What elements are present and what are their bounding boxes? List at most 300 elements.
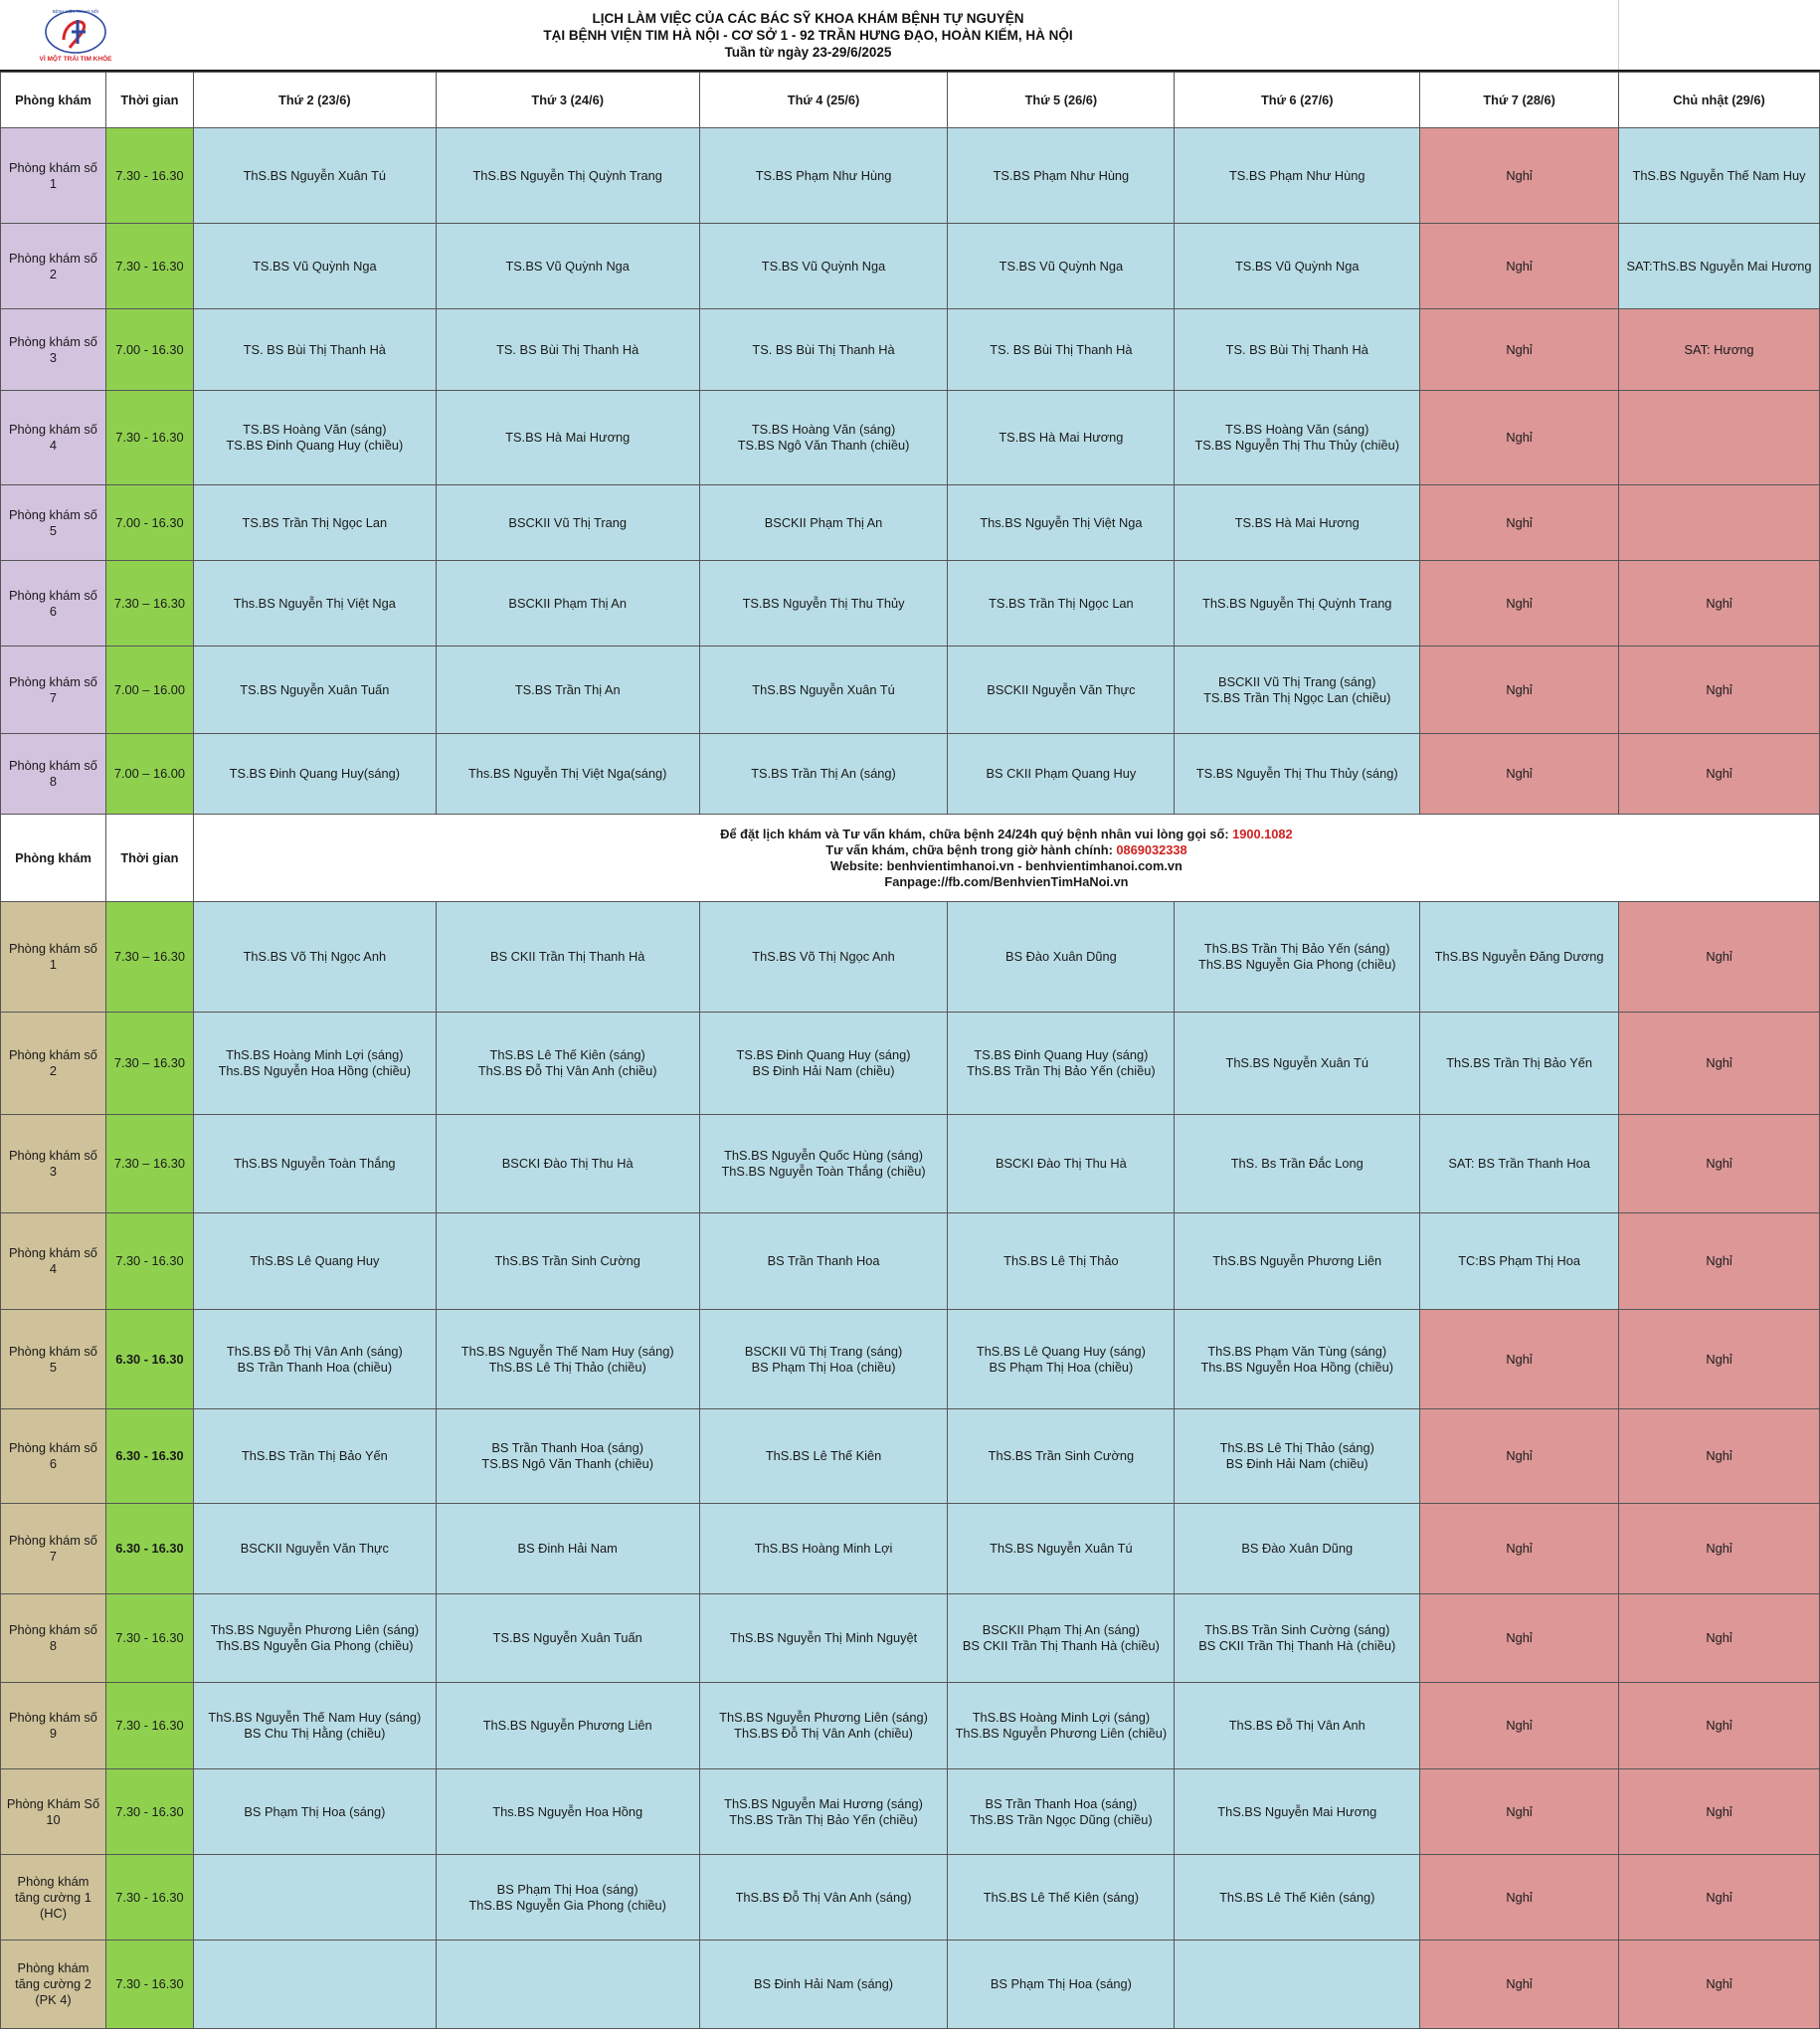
- cell-text: ThS.BS Đỗ Thị Vân Anh (sáng): [735, 1889, 912, 1905]
- cell-text: ThS.BS Nguyễn Thị Quỳnh Trang: [472, 167, 662, 183]
- room-name: Phòng khám số 5: [1, 485, 106, 561]
- schedule-cell: [436, 561, 699, 647]
- cell-text: Nghỉ: [1706, 1351, 1732, 1367]
- cell-text: ThS.BS Đỗ Thị Vân Anh: [1228, 1718, 1365, 1733]
- consult-line: [198, 842, 1815, 858]
- cell-text: Nghỉ: [1506, 1803, 1533, 1819]
- schedule-cell: [1175, 128, 1420, 224]
- cell-text: Nghỉ: [1506, 258, 1533, 274]
- cell-text: ThS.BS Nguyễn Phương Liên (chiều): [955, 1726, 1168, 1741]
- cell-text: ThS.BS Nguyễn Mai Hương (sáng): [724, 1795, 923, 1811]
- schedule-cell: [1619, 1115, 1820, 1213]
- room-name: Phòng khám số 3: [1, 1115, 106, 1213]
- schedule-cell: [1619, 1594, 1820, 1683]
- table-row: [1, 1769, 1820, 1855]
- schedule-cell: [1420, 1115, 1619, 1213]
- schedule-cell: [1420, 1855, 1619, 1941]
- schedule-cell: [1619, 1941, 1820, 2029]
- working-hours: 7.30 - 16.30: [105, 224, 193, 309]
- schedule-cell: [436, 1941, 699, 2029]
- schedule-cell: [436, 1504, 699, 1594]
- schedule-cell: [1420, 391, 1619, 485]
- cell-text: TS.BS Trần Thị Ngọc Lan (chiều): [1203, 689, 1391, 705]
- table-row: [1, 309, 1820, 391]
- schedule-cell: [436, 1013, 699, 1115]
- header-row: [1, 73, 1820, 128]
- schedule-cell: [1420, 734, 1619, 815]
- schedule-cell: [948, 1941, 1175, 2029]
- schedule-cell: [1175, 224, 1420, 309]
- schedule-cell: [193, 1310, 436, 1409]
- table-row: [1, 1310, 1820, 1409]
- cell-text: Nghỉ: [1706, 1541, 1732, 1556]
- table-row: [1, 1115, 1820, 1213]
- column-header: Chủ nhật (29/6): [1619, 73, 1820, 128]
- cell-text: TS.BS Nguyễn Thị Thu Thủy: [742, 595, 905, 611]
- table-row: [1, 485, 1820, 561]
- table-row: [1, 902, 1820, 1013]
- schedule-title: [149, 10, 1467, 61]
- table-row: [1, 561, 1820, 647]
- schedule-cell: [436, 647, 699, 734]
- working-hours: 7.30 - 16.30: [105, 1941, 193, 2029]
- fanpage-line[interactable]: Fanpage://fb.com/BenhvienTimHaNoi.vn: [884, 873, 1129, 889]
- cell-text: ThS.BS Trần Thị Bảo Yến: [241, 1448, 388, 1463]
- cell-text: Nghỉ: [1706, 1803, 1732, 1819]
- cell-text: BS Trần Thanh Hoa (sáng): [491, 1440, 644, 1455]
- schedule-cell: [699, 1013, 948, 1115]
- schedule-cell: [1619, 1769, 1820, 1855]
- schedule-cell: [1619, 734, 1820, 815]
- column-header: Phòng khám: [1, 73, 106, 128]
- schedule-cell: [948, 224, 1175, 309]
- cell-text: BSCKI Đào Thị Thu Hà: [995, 1156, 1127, 1171]
- schedule-cell: [699, 391, 948, 485]
- room-name: Phòng khám số 8: [1, 1594, 106, 1683]
- cell-text: TS.BS Đinh Quang Huy (chiều): [226, 438, 404, 453]
- cell-text: ThS.BS Nguyễn Thị Quỳnh Trang: [1202, 595, 1392, 611]
- schedule-cell: [436, 1855, 699, 1941]
- table-row: [1, 1013, 1820, 1115]
- cell-text: TS. BS Bùi Thị Thanh Hà: [1225, 341, 1368, 357]
- working-hours: 7.30 - 16.30: [105, 1594, 193, 1683]
- cell-text: TS.BS Nguyễn Xuân Tuấn: [492, 1630, 642, 1645]
- schedule-cell: [436, 485, 699, 561]
- schedule-cell: [1175, 1594, 1420, 1683]
- table-row: [1, 647, 1820, 734]
- schedule-cell: [436, 1769, 699, 1855]
- cell-text: TS. BS Bùi Thị Thanh Hà: [752, 341, 895, 357]
- schedule-cell: [948, 561, 1175, 647]
- schedule-cell: [699, 561, 948, 647]
- schedule-cell: [1175, 1504, 1420, 1594]
- table-row: [1, 224, 1820, 309]
- schedule-cell: [699, 309, 948, 391]
- cell-text: ThS.BS Lê Thị Thảo (chiều): [488, 1359, 646, 1375]
- booking-line: [198, 827, 1815, 842]
- schedule-cell: [1420, 309, 1619, 391]
- cell-text: TS.BS Trần Thị An (sáng): [751, 766, 896, 781]
- cell-text: ThS.BS Lê Thị Thảo (sáng): [1219, 1440, 1374, 1455]
- schedule-cell: [436, 902, 699, 1013]
- table-row: [1, 391, 1820, 485]
- cell-text: BS Phạm Thị Hoa (sáng): [990, 1976, 1132, 1991]
- working-hours: 7.30 - 16.30: [105, 1855, 193, 1941]
- working-hours: 7.00 - 16.30: [105, 485, 193, 561]
- schedule-cell: [948, 128, 1175, 224]
- schedule-cell: [1420, 1310, 1619, 1409]
- cell-text: TS.BS Ngô Văn Thanh (chiều): [737, 438, 910, 453]
- cell-text: BS Chu Thị Hằng (chiều): [244, 1726, 386, 1741]
- cell-text: Nghỉ: [1506, 514, 1533, 530]
- hospital-logo: [34, 8, 117, 64]
- logo-hospital-name: BỆNH VIỆN TIM HÀ NỘI: [52, 9, 99, 14]
- cell-text: TS. BS Bùi Thị Thanh Hà: [990, 341, 1133, 357]
- schedule-cell: [1175, 902, 1420, 1013]
- cell-text: ThS.BS Đỗ Thị Vân Anh (chiều): [734, 1726, 913, 1741]
- schedule-cell: [1420, 561, 1619, 647]
- schedule-cell: [1175, 391, 1420, 485]
- cell-text: SAT: BS Trần Thanh Hoa: [1448, 1156, 1590, 1171]
- cell-text: BSCKI Đào Thị Thu Hà: [501, 1156, 634, 1171]
- cell-text: BS Phạm Thị Hoa (sáng): [496, 1881, 638, 1897]
- website-line[interactable]: Website: benhvientimhanoi.vn - benhvientimhanoi.com.vn: [830, 857, 1183, 873]
- cell-text: TS.BS Phạm Như Hùng: [755, 167, 892, 183]
- hotline-number[interactable]: 1900.1082: [1232, 826, 1293, 841]
- cell-text: ThS.BS Nguyễn Phương Liên (sáng): [210, 1622, 420, 1637]
- schedule-cell: [193, 1409, 436, 1504]
- schedule-cell: [699, 1409, 948, 1504]
- room-name: Phòng khám số 1: [1, 902, 106, 1013]
- room-name: Phòng khám số 7: [1, 647, 106, 734]
- cell-text: ThS.BS Nguyễn Toàn Thắng (chiều): [721, 1164, 926, 1179]
- column-header: Thứ 3 (24/6): [436, 73, 699, 128]
- schedule-cell: [1175, 485, 1420, 561]
- schedule-cell: [948, 1310, 1175, 1409]
- consult-phone[interactable]: 0869032338: [1116, 841, 1187, 857]
- cell-text: ThS.BS Võ Thị Ngọc Anh: [752, 949, 895, 964]
- schedule-cell: [948, 1594, 1175, 1683]
- table-row: [1, 128, 1820, 224]
- cell-text: TS.BS Vũ Quỳnh Nga: [1234, 258, 1360, 274]
- room-name: Phòng khám số 4: [1, 1213, 106, 1310]
- cell-text: ThS.BS Lê Thế Kiên (sáng): [1219, 1889, 1375, 1905]
- table-row: [1, 1855, 1820, 1941]
- title-bar: [0, 0, 1820, 73]
- cell-text: ThS.BS Trần Sinh Cường: [494, 1253, 640, 1268]
- cell-text: TS.BS Đinh Quang Huy(sáng): [229, 766, 401, 781]
- schedule-cell: [1175, 1310, 1420, 1409]
- schedule-cell: [1420, 647, 1619, 734]
- room-name: Phòng khám số 5: [1, 1310, 106, 1409]
- cell-text: BS Phạm Thị Hoa (chiều): [989, 1359, 1134, 1375]
- cell-text: TS.BS Hoàng Văn (sáng): [751, 422, 896, 437]
- schedule-cell: [436, 1310, 699, 1409]
- working-hours: 6.30 - 16.30: [105, 1310, 193, 1409]
- cell-text: Nghỉ: [1506, 1630, 1533, 1645]
- cell-text: ThS.BS Nguyễn Phương Liên: [1212, 1253, 1382, 1268]
- cell-text: ThS.BS Võ Thị Ngọc Anh: [243, 949, 387, 964]
- cell-text: ThS.BS Lê Thị Thảo: [1003, 1253, 1119, 1268]
- cell-text: BS Phạm Thị Hoa (sáng): [244, 1803, 386, 1819]
- cell-text: Nghỉ: [1506, 1541, 1533, 1556]
- schedule-cell: [699, 1683, 948, 1769]
- schedule-cell: [1175, 1855, 1420, 1941]
- cell-text: SAT:ThS.BS Nguyễn Mai Hương: [1626, 258, 1812, 274]
- cell-text: BS Đinh Hải Nam (chiều): [752, 1063, 895, 1078]
- schedule-cell: [948, 1683, 1175, 1769]
- schedule-cell: [1619, 1213, 1820, 1310]
- table-row: [1, 1683, 1820, 1769]
- table-row: [1, 734, 1820, 815]
- schedule-cell: [948, 647, 1175, 734]
- cell-text: TS.BS Nguyễn Thị Thu Thủy (sáng): [1195, 766, 1398, 781]
- schedule-cell: [436, 1683, 699, 1769]
- cell-text: ThS.BS Nguyễn Mai Hương: [1217, 1803, 1377, 1819]
- title-line-1: LỊCH LÀM VIỆC CỦA CÁC BÁC SỸ KHOA KHÁM BỆNH TỰ NGUYỆN: [592, 11, 1024, 26]
- schedule-cell: [699, 128, 948, 224]
- schedule-cell: [193, 1594, 436, 1683]
- cell-text: ThS.BS Nguyễn Xuân Tú: [990, 1541, 1133, 1556]
- cell-text: BS CKII Trần Thị Thanh Hà (chiều): [1198, 1638, 1396, 1653]
- schedule-cell: [1619, 1855, 1820, 1941]
- cell-text: SAT: Hương: [1684, 341, 1754, 357]
- cell-text: TS. BS Bùi Thị Thanh Hà: [243, 341, 386, 357]
- cell-text: ThS.BS Nguyễn Đăng Dương: [1434, 949, 1604, 964]
- room-name: Phòng khám số 3: [1, 309, 106, 391]
- schedule-cell: [948, 1769, 1175, 1855]
- schedule-cell: [1175, 1683, 1420, 1769]
- schedule-cell: [1420, 1769, 1619, 1855]
- column-header: Thứ 4 (25/6): [699, 73, 948, 128]
- cell-text: TS.BS Hà Mai Hương: [505, 430, 631, 445]
- cell-text: ThS.BS Trần Sinh Cường: [988, 1448, 1135, 1463]
- schedule-cell: [699, 1941, 948, 2029]
- cell-text: ThS.BS Trần Thị Bảo Yến: [1446, 1055, 1592, 1070]
- schedule-table: [0, 72, 1820, 2029]
- cell-text: BS CKII Trần Thị Thanh Hà (chiều): [962, 1638, 1160, 1653]
- cell-text: BSCKII Vũ Thị Trang (sáng): [744, 1343, 903, 1359]
- room-name: Phòng khám tăng cường 1 (HC): [1, 1855, 106, 1941]
- table-row: [1, 1504, 1820, 1594]
- booking-text: Để đặt lịch khám và Tư vấn khám, chữa bệnh 24/24h quý bệnh nhân vui lòng gọi số:: [720, 826, 1233, 841]
- working-hours: 7.30 – 16.30: [105, 902, 193, 1013]
- working-hours: 7.30 - 16.30: [105, 1769, 193, 1855]
- cell-text: Nghỉ: [1706, 1718, 1732, 1733]
- schedule-cell: [1175, 309, 1420, 391]
- cell-text: ThS.BS Trần Thị Bảo Yến (chiều): [967, 1063, 1156, 1078]
- cell-text: Nghỉ: [1506, 1889, 1533, 1905]
- contact-info: [193, 815, 1819, 902]
- schedule-cell: [1175, 1769, 1420, 1855]
- cell-text: BS Đào Xuân Dũng: [1241, 1541, 1354, 1556]
- cell-text: ThS.BS Nguyễn Thế Nam Huy (sáng): [460, 1343, 674, 1359]
- working-hours: 7.00 - 16.30: [105, 309, 193, 391]
- cell-text: Nghỉ: [1506, 430, 1533, 445]
- schedule-cell: [948, 485, 1175, 561]
- cell-text: Nghỉ: [1506, 681, 1533, 697]
- schedule-cell: [436, 734, 699, 815]
- schedule-cell: [436, 128, 699, 224]
- cell-text: Ths.BS Nguyễn Hoa Hồng (chiều): [218, 1063, 412, 1078]
- cell-text: Nghỉ: [1506, 1448, 1533, 1463]
- schedule-cell: [699, 734, 948, 815]
- table-row: [1, 1594, 1820, 1683]
- cell-text: ThS.BS Hoàng Minh Lợi: [754, 1541, 893, 1556]
- schedule-cell: [1619, 647, 1820, 734]
- column-header: Thứ 2 (23/6): [193, 73, 436, 128]
- cell-text: ThS.BS Lê Thế Kiên: [765, 1448, 882, 1463]
- cell-text: BS CKII Phạm Quang Huy: [986, 766, 1137, 781]
- cell-text: BS CKII Trần Thị Thanh Hà: [490, 949, 645, 964]
- cell-text: Nghỉ: [1706, 766, 1732, 781]
- cell-text: TS.BS Phạm Như Hùng: [1228, 167, 1365, 183]
- cell-text: BSCKII Nguyễn Văn Thực: [240, 1541, 389, 1556]
- working-hours: 7.30 – 16.30: [105, 1013, 193, 1115]
- column-header: Thời gian: [105, 73, 193, 128]
- room-name: Phòng Khám Số 10: [1, 1769, 106, 1855]
- schedule-cell: [1619, 128, 1820, 224]
- schedule-cell: [1175, 1213, 1420, 1310]
- cell-text: Nghỉ: [1706, 949, 1732, 964]
- cell-text: TS. BS Bùi Thị Thanh Hà: [496, 341, 639, 357]
- schedule-cell: [699, 224, 948, 309]
- cell-text: Nghỉ: [1706, 1253, 1732, 1268]
- schedule-cell: [193, 309, 436, 391]
- schedule-cell: [948, 1504, 1175, 1594]
- schedule-cell: [1420, 1409, 1619, 1504]
- schedule-cell: [193, 1769, 436, 1855]
- cell-text: BSCKII Phạm Thị An (sáng): [982, 1622, 1141, 1637]
- schedule-cell: [1420, 1013, 1619, 1115]
- cell-text: Nghỉ: [1706, 595, 1732, 611]
- schedule-cell: [1420, 1594, 1619, 1683]
- schedule-cell: [699, 1769, 948, 1855]
- cell-text: TC:BS Phạm Thị Hoa: [1458, 1253, 1580, 1268]
- cell-text: TS.BS Vũ Quỳnh Nga: [999, 258, 1124, 274]
- schedule-cell: [1420, 1213, 1619, 1310]
- cell-text: TS.BS Vũ Quỳnh Nga: [253, 258, 377, 274]
- schedule-cell: [193, 1504, 436, 1594]
- cell-text: BS Đinh Hải Nam (chiều): [1225, 1456, 1368, 1471]
- cell-text: Nghỉ: [1706, 1889, 1732, 1905]
- cell-text: TS.BS Vũ Quỳnh Nga: [761, 258, 886, 274]
- cell-text: TS.BS Ngô Văn Thanh (chiều): [481, 1456, 653, 1471]
- schedule-cell: [193, 1683, 436, 1769]
- cell-text: ThS.BS Nguyễn Xuân Tú: [1225, 1055, 1368, 1070]
- cell-text: BS Trần Thanh Hoa (chiều): [237, 1359, 393, 1375]
- working-hours: 7.00 – 16.00: [105, 734, 193, 815]
- schedule-cell: [193, 734, 436, 815]
- schedule-cell: [436, 224, 699, 309]
- cell-text: TS.BS Đinh Quang Huy (sáng): [974, 1047, 1149, 1062]
- cell-text: Ths.BS Nguyễn Thị Việt Nga: [233, 595, 396, 611]
- cell-text: TS.BS Nguyễn Xuân Tuấn: [240, 681, 390, 697]
- schedule-cell: [193, 902, 436, 1013]
- time-column-label: Thời gian: [105, 815, 193, 902]
- cell-text: TS.BS Trần Thị Ngọc Lan: [242, 514, 388, 530]
- schedule-cell: [1175, 1013, 1420, 1115]
- table-row: [1, 1409, 1820, 1504]
- schedule-cell: [436, 391, 699, 485]
- working-hours: 7.30 - 16.30: [105, 1683, 193, 1769]
- cell-text: BS Đào Xuân Dũng: [1005, 949, 1117, 964]
- title-line-2: TẠI BỆNH VIỆN TIM HÀ NỘI - CƠ SỞ 1 - 92 TRẦN HƯNG ĐẠO, HOÀN KIẾM, HÀ NỘI: [543, 28, 1073, 43]
- room-name: Phòng khám số 2: [1, 224, 106, 309]
- schedule-cell: [193, 391, 436, 485]
- schedule-cell: [1175, 647, 1420, 734]
- cell-text: Ths.BS Nguyễn Thị Việt Nga(sáng): [467, 766, 667, 781]
- schedule-cell: [436, 1409, 699, 1504]
- schedule-cell: [1619, 902, 1820, 1013]
- cell-text: ThS.BS Hoàng Minh Lợi (sáng): [226, 1047, 404, 1062]
- room-name: Phòng khám số 2: [1, 1013, 106, 1115]
- cell-text: ThS.BS Trần Thị Bảo Yến (sáng): [1203, 941, 1390, 956]
- schedule-cell: [699, 1504, 948, 1594]
- room-name: Phòng khám số 6: [1, 1409, 106, 1504]
- schedule-cell: [193, 647, 436, 734]
- cell-text: ThS.BS Hoàng Minh Lợi (sáng): [972, 1710, 1151, 1725]
- cell-text: TS.BS Vũ Quỳnh Nga: [505, 258, 630, 274]
- schedule-cell: [699, 647, 948, 734]
- cell-text: Nghỉ: [1506, 341, 1533, 357]
- schedule-cell: [1420, 902, 1619, 1013]
- cell-text: TS.BS Hà Mai Hương: [999, 430, 1124, 445]
- schedule-cell: [948, 902, 1175, 1013]
- room-name: Phòng khám số 9: [1, 1683, 106, 1769]
- cell-text: ThS.BS Nguyễn Quốc Hùng (sáng): [724, 1148, 923, 1163]
- schedule-cell: [1619, 1683, 1820, 1769]
- contact-info-row: [1, 815, 1820, 902]
- schedule-cell: [699, 1310, 948, 1409]
- working-hours: 6.30 - 16.30: [105, 1409, 193, 1504]
- cell-text: TS.BS Nguyễn Thị Thu Thủy (chiều): [1194, 438, 1400, 453]
- title-divider: [1618, 0, 1619, 70]
- schedule-cell: [1420, 128, 1619, 224]
- schedule-cell: [948, 1013, 1175, 1115]
- room-column-label: Phòng khám: [1, 815, 106, 902]
- cell-text: Nghỉ: [1706, 1156, 1732, 1171]
- schedule-cell: [699, 1115, 948, 1213]
- schedule-cell: [1420, 485, 1619, 561]
- cell-text: Ths.BS Nguyễn Hoa Hồng (chiều): [1200, 1359, 1393, 1375]
- working-hours: 7.00 – 16.00: [105, 647, 193, 734]
- cell-text: Ths.BS Nguyễn Thị Việt Nga: [980, 514, 1143, 530]
- cell-text: TS.BS Trần Thị Ngọc Lan: [989, 595, 1134, 611]
- schedule-cell: [1619, 485, 1820, 561]
- cell-text: Nghỉ: [1706, 1976, 1732, 1991]
- schedule-cell: [1619, 1310, 1820, 1409]
- working-hours: 6.30 - 16.30: [105, 1504, 193, 1594]
- schedule-cell: [1619, 1409, 1820, 1504]
- schedule-cell: [193, 1855, 436, 1941]
- cell-text: BSCKII Phạm Thị An: [764, 514, 883, 530]
- schedule-cell: [1420, 1683, 1619, 1769]
- cell-text: ThS.BS Đỗ Thị Vân Anh (chiều): [477, 1063, 657, 1078]
- cell-text: ThS. Bs Trần Đắc Long: [1230, 1156, 1364, 1171]
- cell-text: ThS.BS Nguyễn Gia Phong (chiều): [468, 1897, 666, 1913]
- cell-text: TS.BS Trần Thị An: [514, 681, 621, 697]
- cell-text: ThS.BS Nguyễn Thế Nam Huy (sáng): [208, 1710, 422, 1725]
- room-name: Phòng khám số 8: [1, 734, 106, 815]
- schedule-cell: [193, 1941, 436, 2029]
- schedule-cell: [1619, 224, 1820, 309]
- working-hours: 7.30 - 16.30: [105, 391, 193, 485]
- room-name: Phòng khám số 7: [1, 1504, 106, 1594]
- cell-text: Nghỉ: [1506, 1976, 1533, 1991]
- cell-text: Nghỉ: [1506, 766, 1533, 781]
- cell-text: Nghỉ: [1706, 681, 1732, 697]
